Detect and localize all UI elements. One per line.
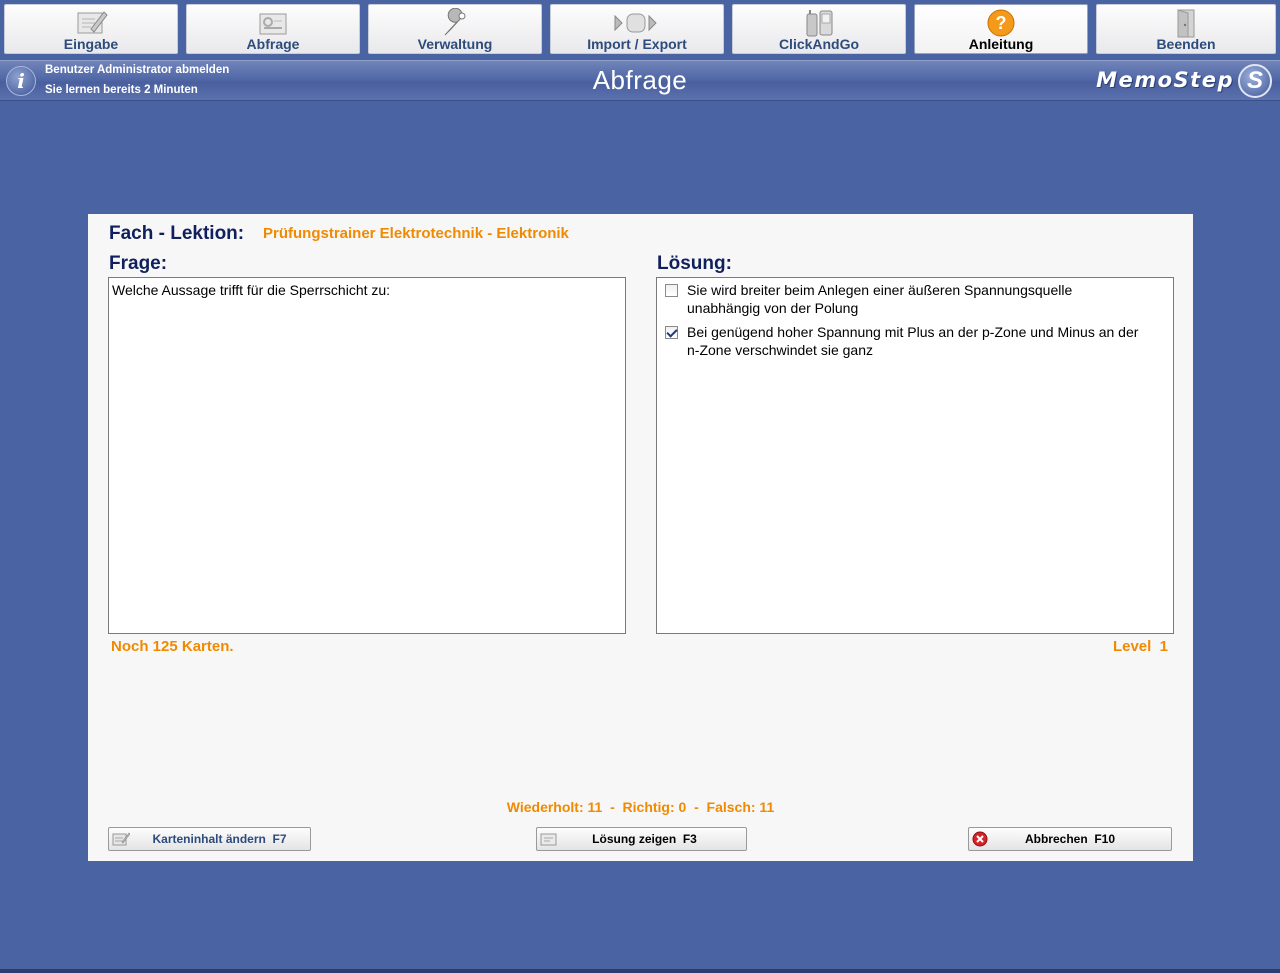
question-box bbox=[108, 277, 626, 634]
show-solution-button[interactable] bbox=[536, 827, 747, 851]
toolbar-label: Verwaltung bbox=[417, 36, 493, 52]
wrench-icon bbox=[437, 8, 473, 38]
cards-remaining: Noch 125 Karten. bbox=[111, 638, 234, 655]
answer-box bbox=[656, 277, 1174, 634]
toolbar-label: Anleitung bbox=[968, 36, 1034, 52]
edit-icon bbox=[73, 8, 109, 38]
query-icon bbox=[255, 8, 291, 38]
logout-link[interactable]: Benutzer Administrator abmelden bbox=[45, 64, 230, 76]
edit-card-button[interactable] bbox=[108, 827, 311, 851]
answer-text: Sie wird breiter beim Anlegen einer äußeren Spannungsquelle unabhängig von der Polung bbox=[687, 282, 1073, 316]
toolbar-label: Import / Export bbox=[587, 36, 687, 52]
memostep-logo: MemoStep bbox=[1096, 68, 1234, 92]
svg-text:?: ? bbox=[995, 13, 1007, 33]
bottom-strip bbox=[0, 969, 1280, 973]
page-title: Abfrage bbox=[592, 65, 688, 95]
toolbar-label: ClickAndGo bbox=[778, 36, 860, 52]
answer-checkbox[interactable] bbox=[665, 284, 678, 297]
question-text: Welche Aussage trifft für die Sperrschicht zu: bbox=[112, 282, 391, 298]
answer-checkbox-checked[interactable] bbox=[665, 326, 678, 339]
info-icon[interactable]: i bbox=[6, 66, 36, 96]
toolbar-button-eingabe[interactable] bbox=[4, 4, 178, 54]
help-icon bbox=[983, 8, 1019, 38]
toolbar-button-beenden[interactable] bbox=[1096, 4, 1276, 54]
title-bar bbox=[0, 60, 1280, 101]
edit-card-label: Karteninhalt ändern F7 bbox=[152, 832, 287, 846]
toolbar-button-import-export[interactable] bbox=[550, 4, 724, 54]
toolbar-button-clickandgo[interactable] bbox=[732, 4, 906, 54]
frage-label: Frage: bbox=[109, 253, 168, 274]
door-icon bbox=[1168, 8, 1204, 38]
cancel-button[interactable] bbox=[968, 827, 1172, 851]
stats-line: Wiederholt: 11 - Richtig: 0 - Falsch: 11 bbox=[506, 799, 775, 815]
loesung-label: Lösung: bbox=[657, 253, 732, 274]
answer-option[interactable] bbox=[665, 323, 1143, 359]
fach-lektion-value: Prüfungstrainer Elektrotechnik - Elektronik bbox=[263, 225, 569, 242]
toolbar-button-abfrage[interactable] bbox=[186, 4, 360, 54]
main-toolbar bbox=[0, 0, 1280, 60]
toolbar-button-anleitung[interactable] bbox=[914, 4, 1088, 54]
fach-lektion-label: Fach - Lektion: bbox=[109, 223, 245, 244]
phone-icon bbox=[801, 8, 837, 38]
toolbar-label: Beenden bbox=[1156, 36, 1216, 52]
toolbar-label: Eingabe bbox=[63, 36, 119, 52]
answer-text: Bei genügend hoher Spannung mit Plus an der p-Zone und Minus an der n-Zone verschwindet sie ganz bbox=[687, 324, 1139, 358]
learning-time-text: Sie lernen bereits 2 Minuten bbox=[45, 84, 198, 96]
query-panel bbox=[88, 214, 1193, 861]
answer-option[interactable] bbox=[665, 281, 1143, 317]
toolbar-label: Abfrage bbox=[246, 36, 300, 52]
level-indicator: Level 1 bbox=[1112, 638, 1168, 655]
import-export-icon bbox=[613, 8, 661, 38]
cancel-label: Abbrechen F10 bbox=[1024, 832, 1116, 846]
show-solution-label: Lösung zeigen F3 bbox=[592, 832, 697, 846]
toolbar-button-verwaltung[interactable] bbox=[368, 4, 542, 54]
memostep-logo-mark: S bbox=[1238, 64, 1272, 98]
